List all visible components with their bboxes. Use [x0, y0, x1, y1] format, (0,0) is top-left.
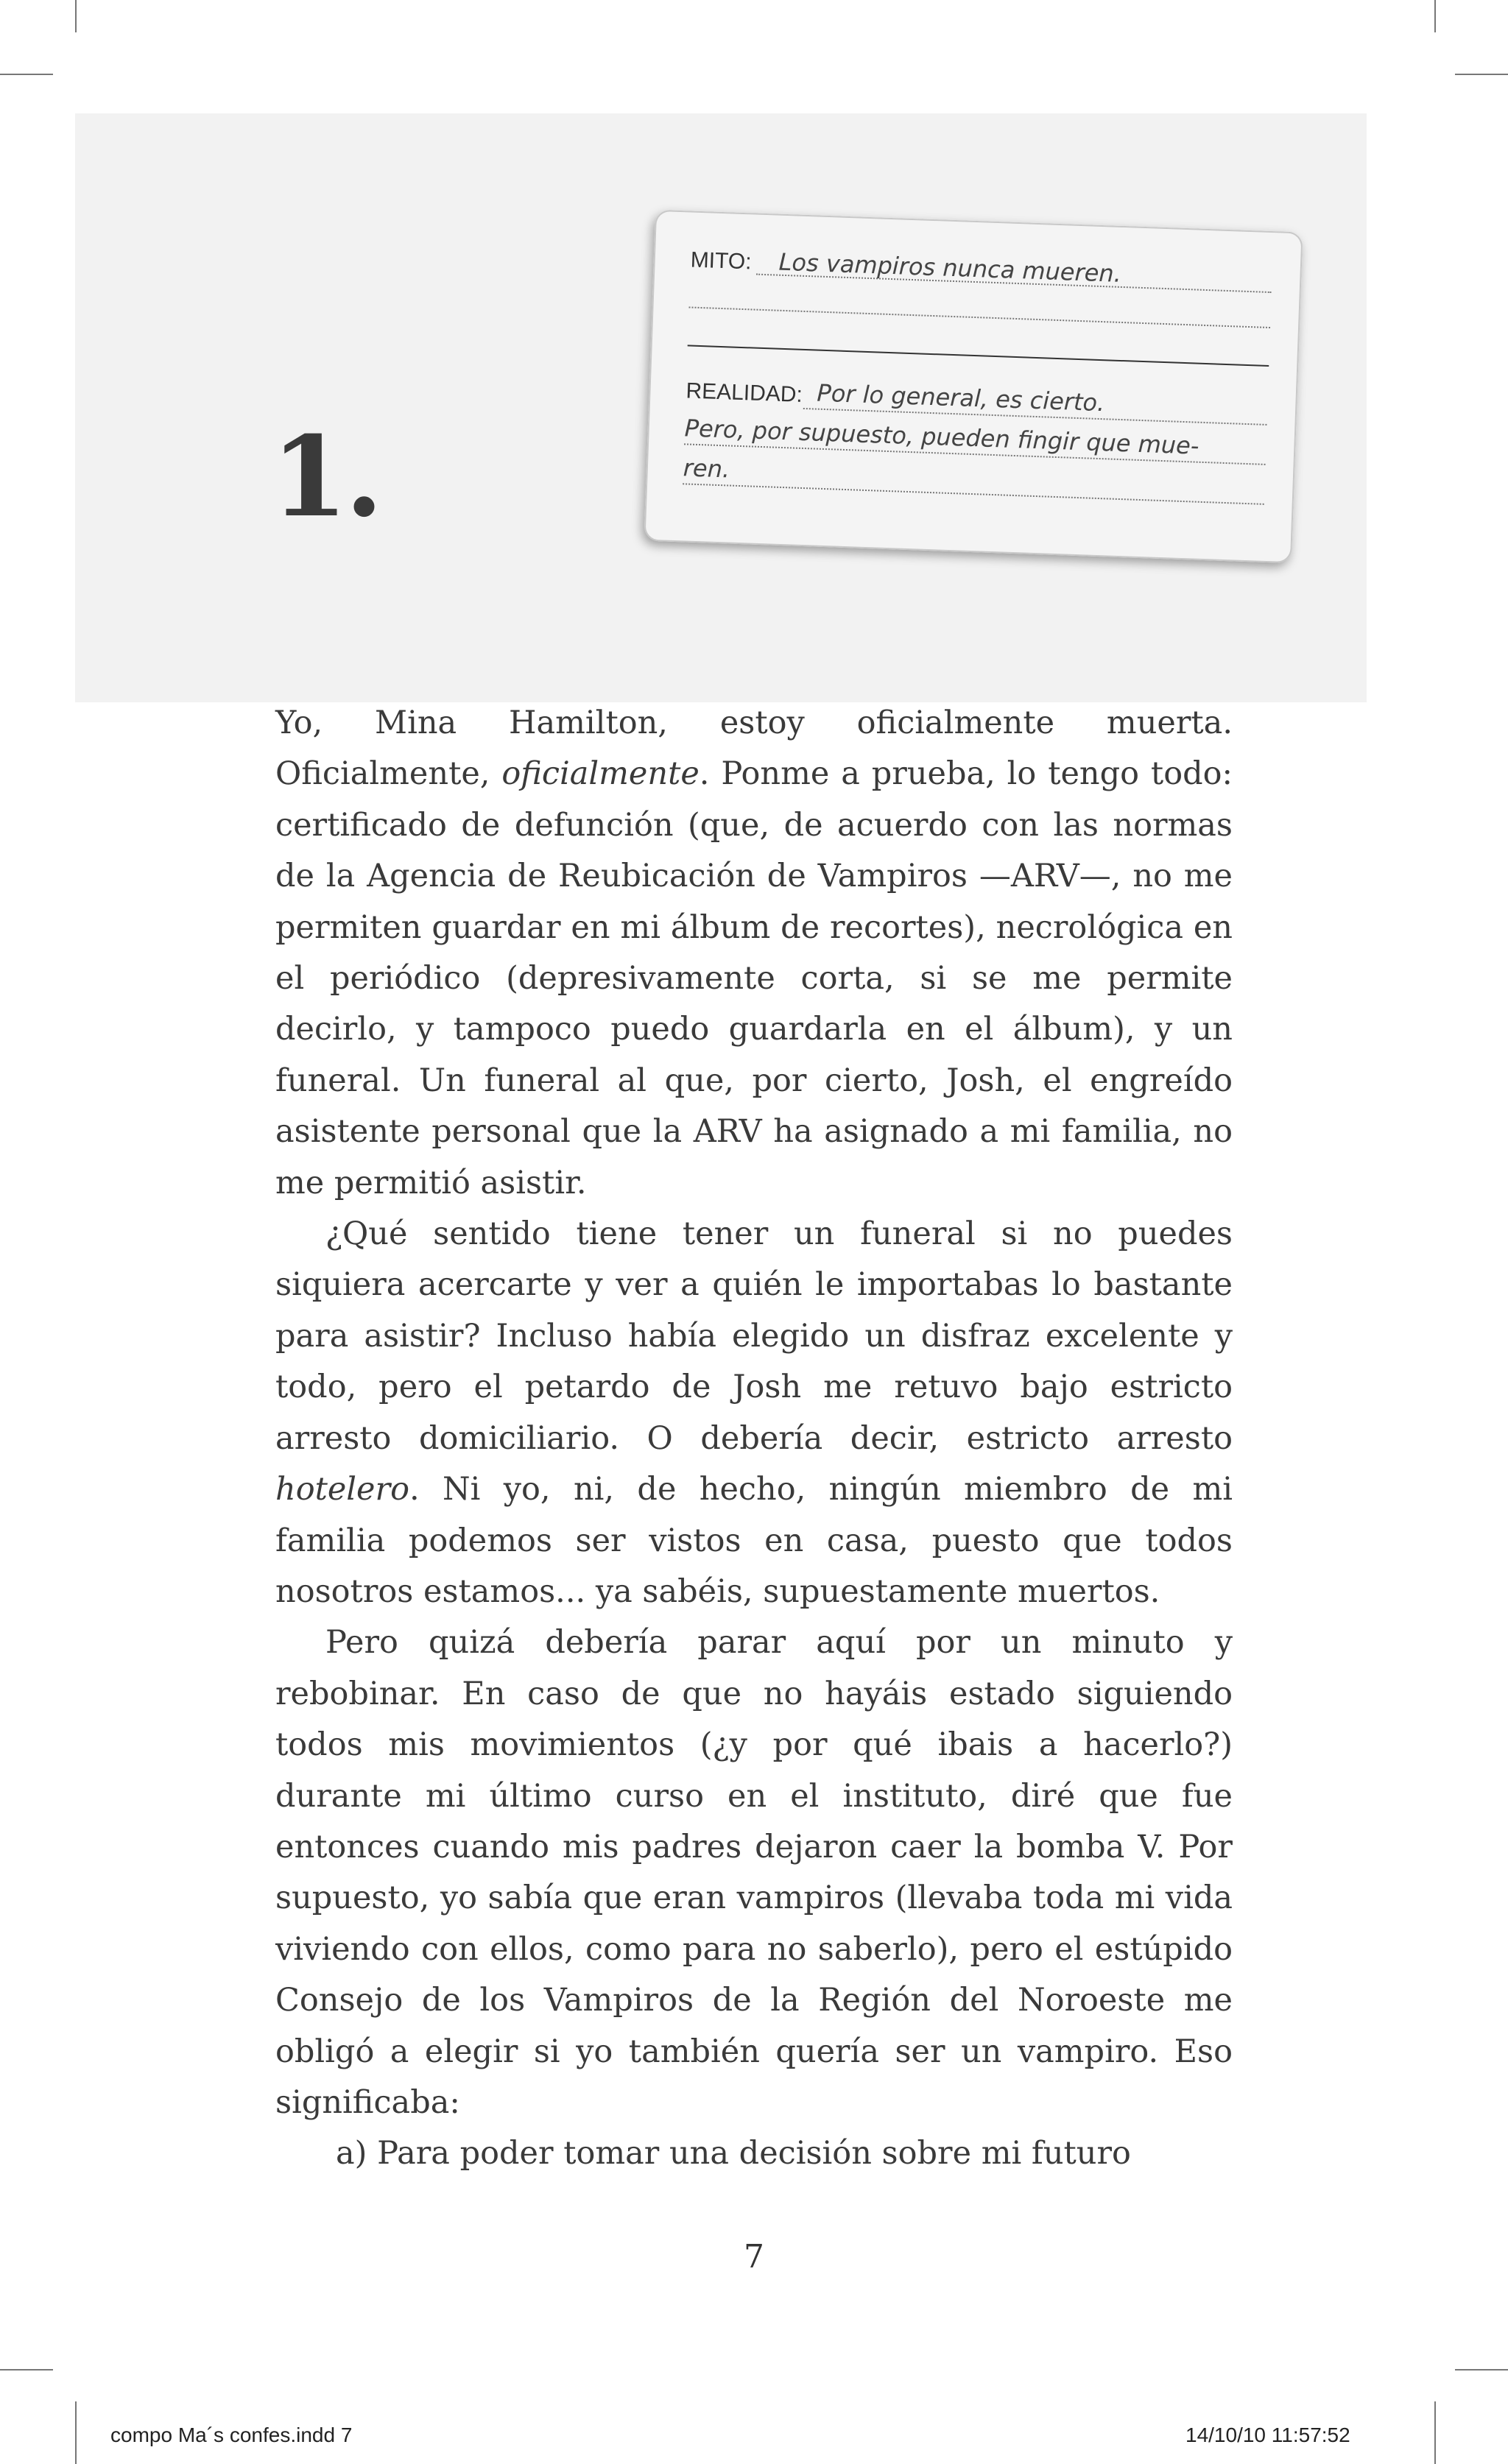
- crop-mark: [75, 0, 77, 32]
- page-number: 7: [744, 2238, 764, 2276]
- paragraph-1: [275, 698, 1233, 1209]
- list-item-a: a) Para poder tomar una decisión sobre mi futuro: [336, 2135, 1131, 2172]
- paragraph-1-rest: . Ponme a prueba, lo tengo todo: certificado de defunción (que, de acuerdo con las normas de la Agencia de Reubicación de Vampiros —ARV—, no me permiten guardar en mi álbum de recortes), necrológica en el periódico (depresivamente corta, si se me permite decirlo, y tampoco puedo guardarla en el álbum), y un funeral. Un funeral al que, por cierto, Josh, el engreído asistente personal que la ARV ha asignado a mi familia, no me permitió asistir.: [275, 755, 1233, 1201]
- reality-label: REALIDAD:: [685, 378, 803, 407]
- divider-line: [688, 345, 1269, 367]
- paragraph-1-start: Yo, Mina Hamilton, estoy oficialmente muerta. Oficialmente,: [275, 705, 1233, 793]
- reality-text-line-3: ren.: [683, 453, 730, 484]
- crop-mark: [1434, 0, 1436, 32]
- dotted-line: [688, 306, 1270, 328]
- crop-mark: [1455, 74, 1508, 75]
- paragraph-2-emphasis: hotelero: [275, 1471, 409, 1508]
- paragraph-3: Pero quizá debería parar aquí por un minuto y rebobinar. En caso de que no hayáis estado siguiendo todos mis movimientos (¿y por qué ibais a hacerlo?) durante mi último curso en el instituto, diré que fue entonces cuando mis padres dejaron caer la bomba V. Por supuesto, yo sabía que eran vampiros (llevaba toda mi vida viviendo con ellos, como para no saberlo), pero el estúpido Consejo de los Vampiros de la Región del Noroeste me obligó a elegir si yo también quería ser un vampiro. Eso significaba:: [275, 1624, 1233, 2121]
- paragraph-1-emphasis: oficialmente: [501, 755, 700, 793]
- paragraph-2-rest: . Ni yo, ni, de hecho, ningún miembro de mi familia podemos ser vistos en casa, puesto que todos nosotros estamos... ya sabéis, supuestamente muertos.: [275, 1471, 1233, 1610]
- crop-mark: [75, 2401, 77, 2464]
- crop-mark: [1434, 2401, 1436, 2464]
- crop-mark: [0, 2369, 53, 2371]
- footer-timestamp: 14/10/10 11:57:52: [1185, 2424, 1350, 2446]
- myth-text: Los vampiros nunca mueren.: [778, 247, 1122, 288]
- footer-filename: compo Ma´s confes.indd 7: [110, 2424, 353, 2446]
- dotted-line: [683, 483, 1264, 505]
- crop-mark: [1455, 2369, 1508, 2371]
- reality-text-line-1: Por lo general, es cierto.: [816, 378, 1105, 417]
- chapter-number: 1.: [271, 412, 381, 542]
- chapter-body: [275, 698, 1233, 2180]
- myth-label: MITO:: [690, 247, 753, 275]
- paragraph-2: [275, 1209, 1233, 1617]
- crop-mark: [0, 74, 53, 75]
- myth-reality-card: [644, 210, 1303, 563]
- reality-text-line-2: Pero, por supuesto, pueden fingir que mue-: [684, 414, 1200, 460]
- paragraph-2-start: ¿Qué sentido tiene tener un funeral si no puedes siquiera acercarte y ver a quién le importabas lo bastante para asistir? Incluso había elegido un disfraz excelente y todo, pero el petardo de Josh me retuvo bajo estricto arresto domiciliario. O debería decir, estricto arresto: [275, 1215, 1233, 1457]
